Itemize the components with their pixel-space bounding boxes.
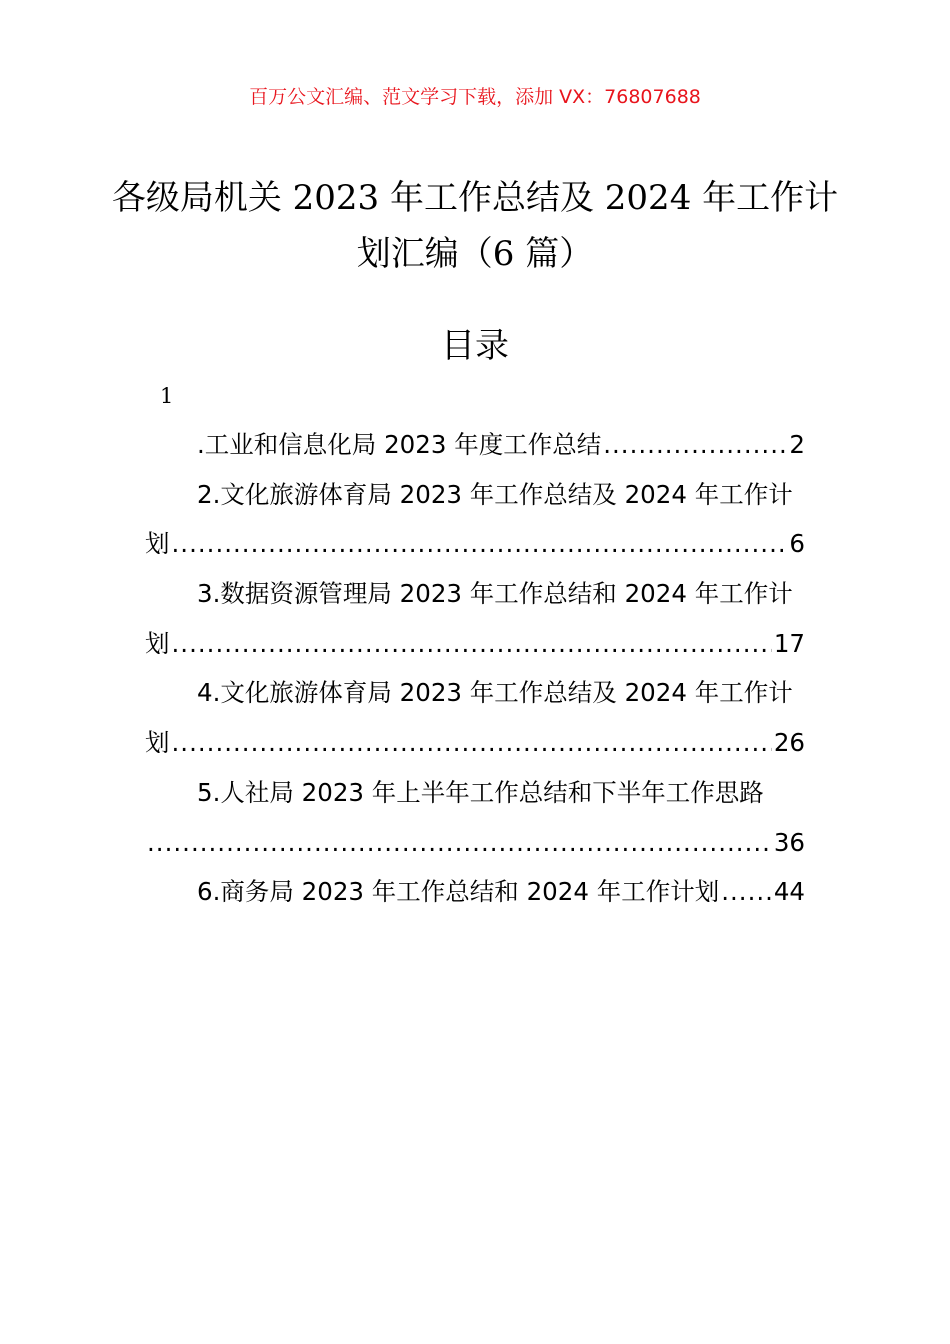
toc-entry-title-cont: 划 (145, 529, 170, 559)
toc-entry-2[interactable] (145, 470, 805, 520)
toc-entry-title: .工业和信息化局 2023 年度工作总结 (197, 430, 602, 459)
toc-marker: 1 (160, 384, 174, 408)
toc-entry-4-continued[interactable] (145, 718, 805, 768)
toc-leader-dots (603, 420, 787, 470)
toc-entry-1[interactable] (145, 420, 805, 470)
toc-leader-dots (172, 718, 772, 768)
toc-entry-title: 2.文化旅游体育局 2023 年工作总结及 2024 年工作计 (197, 479, 793, 509)
toc-entry-title: 3.数据资源管理局 2023 年工作总结和 2024 年工作计 (197, 579, 793, 609)
table-of-contents (145, 420, 805, 917)
watermark-banner: 百万公文汇编、范文学习下载，添加 VX：76807688 (249, 86, 701, 108)
toc-page-number: 2 (789, 430, 805, 459)
toc-heading: 目录 (441, 326, 509, 366)
toc-entry-title: 6.商务局 2023 年工作总结和 2024 年工作计划 (197, 877, 720, 907)
toc-leader-dots (721, 867, 772, 917)
toc-entry-3-continued[interactable] (145, 619, 805, 669)
toc-entry-3[interactable] (145, 569, 805, 619)
toc-page-number: 6 (789, 529, 805, 559)
toc-entry-title-cont: 划 (145, 628, 170, 658)
toc-entry-title-cont: 划 (145, 728, 170, 758)
toc-entry-title: 4.文化旅游体育局 2023 年工作总结及 2024 年工作计 (197, 678, 793, 708)
toc-entry-5-continued[interactable] (145, 818, 805, 868)
toc-page-number: 36 (773, 827, 805, 857)
toc-page-number: 44 (773, 877, 805, 907)
toc-entry-6[interactable] (145, 867, 805, 917)
toc-entry-4[interactable] (145, 668, 805, 718)
toc-page-number: 26 (773, 728, 805, 758)
toc-leader-dots (172, 519, 788, 569)
toc-entry-5[interactable] (145, 768, 805, 818)
toc-leader-dots (147, 818, 772, 868)
toc-page-number: 17 (773, 628, 805, 658)
toc-leader-dots (172, 619, 772, 669)
toc-entry-title: 5.人社局 2023 年上半年工作总结和下半年工作思路 (197, 777, 764, 807)
toc-entry-2-continued[interactable] (145, 519, 805, 569)
document-title: 各级局机关 2023 年工作总结及 2024 年工作计划汇编（6 篇） (111, 178, 839, 274)
